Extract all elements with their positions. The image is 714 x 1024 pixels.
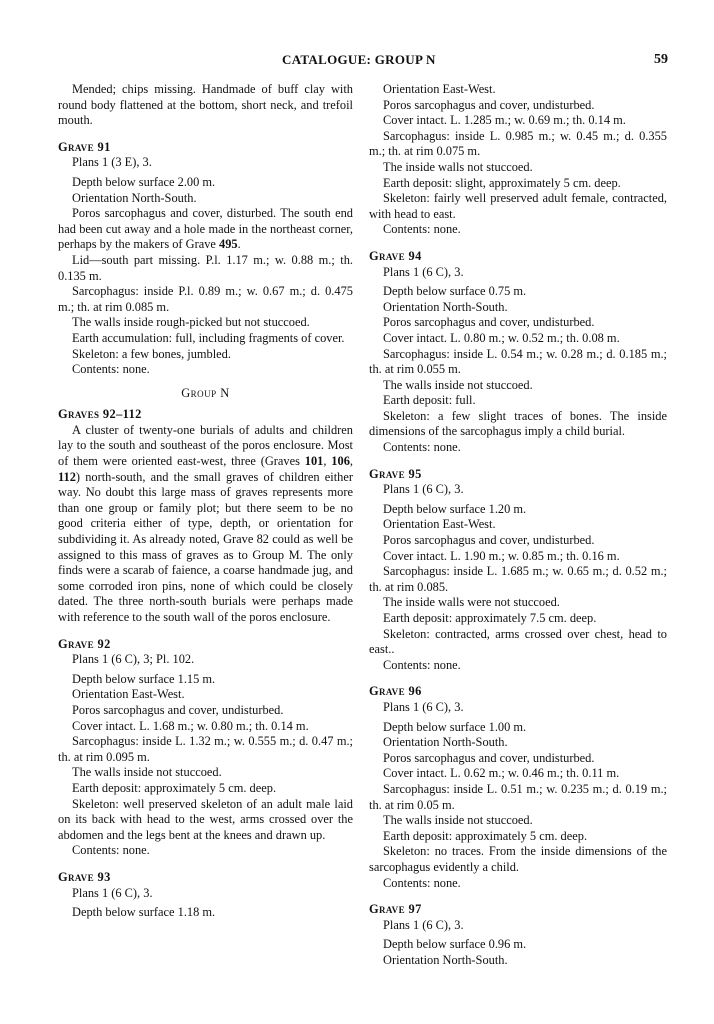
grave-heading: Grave 95: [369, 466, 422, 481]
skeleton: Skeleton: well preserved skeleton of an adult male laid on its back with head to the west, arms crossed over the abdomen and the legs bent at the knees and drawn up.: [58, 796, 353, 842]
plans-ref: Plans 1 (6 C), 3.: [383, 917, 464, 932]
plans-ref: Plans 1 (6 C), 3.: [383, 482, 464, 497]
description: Poros sarcophagus and cover, undisturbed.: [383, 97, 595, 112]
walls: The walls inside rough-picked but not stuccoed.: [72, 315, 310, 330]
plans-ref: Plans 1 (6 C), 3; Pl. 102.: [72, 652, 195, 667]
earth-deposit: Earth deposit: slight, approximately 5 cm. deep.: [383, 175, 621, 190]
page-number: 59: [654, 52, 668, 67]
grave-heading: Grave 91: [58, 139, 111, 154]
skeleton: Skeleton: a few slight traces of bones. The inside dimensions of the sarcophagus imply a child burial.: [369, 408, 667, 439]
sarcophagus: Sarcophagus: inside L. 0.54 m.; w. 0.28 m.; d. 0.185 m.; th. at rim 0.055 m.: [369, 346, 667, 377]
plans-ref: Plans 1 (6 C), 3.: [383, 264, 464, 279]
entry-graves-92-112: [58, 407, 353, 625]
earth-deposit: Earth deposit: approximately 5 cm. deep.: [72, 780, 277, 795]
earth-deposit: Earth deposit: full.: [383, 393, 476, 408]
depth: Depth below surface 0.75 m.: [383, 284, 527, 299]
sarcophagus: Sarcophagus: inside L. 1.685 m.; w. 0.65 m.; d. 0.52 m.; th. at rim 0.085.: [369, 564, 667, 594]
walls: The inside walls not stuccoed.: [383, 159, 533, 174]
grave-heading: Graves 92–112: [58, 407, 142, 422]
entry-grave-95: [369, 467, 667, 674]
description-text: Poros sarcophagus and cover, disturbed. The south end had been cut away and a hole made in the northeast corner, perhaps by the makers of Grave: [58, 206, 353, 252]
contents: Contents: none.: [383, 222, 461, 237]
group-title: Group N: [181, 385, 230, 400]
left-column: [58, 82, 353, 921]
depth: Depth below surface 2.00 m.: [72, 174, 216, 189]
orientation: Orientation North-South.: [383, 952, 508, 967]
grave-heading: Grave 96: [369, 684, 422, 699]
description: [58, 206, 353, 253]
entry-grave-93-continued: [369, 82, 667, 238]
skeleton: Skeleton: fairly well preserved adult female, contracted, with head to east.: [369, 191, 667, 221]
skeleton: Skeleton: no traces. From the inside dimensions of the sarcophagus evidently a child.: [369, 844, 667, 874]
cover: Cover intact. L. 0.62 m.; w. 0.46 m.; th. 0.11 m.: [383, 766, 620, 781]
orientation: Orientation East-West.: [383, 82, 496, 96]
depth: Depth below surface 0.96 m.: [383, 937, 527, 952]
walls: The walls inside not stuccoed.: [383, 813, 533, 828]
entry-grave-94: [369, 249, 667, 456]
description-text: A cluster of twenty-one burials of adults and children lay to the south and southeast of the poros enclosure. Most of them were oriented east-west, three (Graves: [58, 422, 353, 469]
entry-grave-96: [369, 684, 667, 891]
description-text: ) north-south, and the small graves of children either way. No doubt this large mass of graves represents more than one group or family plot; but there seem to be no good criteria either of type, depth, or orientation for subdividing it. As already noted, Grave 82 could as well be assigned to this mass of graves as to Group M. The only finds were a scarab of faience, a coarse handmade jug, and some corroded iron pins, none of which could be closely dated. The three north-south burials were perhaps made with reference to the south wall of the poros enclosure.: [58, 469, 353, 624]
cover: Cover intact. L. 0.80 m.; w. 0.52 m.; th. 0.08 m.: [383, 330, 620, 345]
orientation: Orientation North-South.: [383, 299, 508, 314]
grave-reference: 112: [58, 469, 76, 484]
grave-heading: Grave 94: [369, 248, 422, 263]
depth: Depth below surface 1.00 m.: [383, 719, 527, 734]
orientation: Orientation East-West.: [383, 517, 496, 532]
orientation: Orientation North-South.: [72, 190, 197, 205]
walls: The walls inside not stuccoed.: [383, 377, 533, 392]
running-title: CATALOGUE: GROUP N: [282, 52, 436, 67]
contents: Contents: none.: [72, 362, 150, 377]
plans-ref: Plans 1 (3 E), 3.: [72, 155, 152, 170]
depth: Depth below surface 1.15 m.: [72, 671, 216, 686]
description: Poros sarcophagus and cover, undisturbed.: [383, 533, 595, 548]
orientation: Orientation East-West.: [72, 687, 185, 702]
entry-grave-93: [58, 870, 353, 921]
sarcophagus: Sarcophagus: inside L. 0.985 m.; w. 0.45 m.; d. 0.355 m.; th. at rim 0.075 m.: [369, 128, 667, 159]
walls: The walls inside not stuccoed.: [72, 765, 222, 780]
walls: The inside walls were not stuccoed.: [383, 595, 560, 610]
right-column: [369, 82, 667, 968]
sarcophagus: Sarcophagus: inside L. 1.32 m.; w. 0.555 m.; d. 0.47 m.; th. at rim 0.095 m.: [58, 734, 353, 764]
entry-grave-97: [369, 902, 667, 968]
intro-paragraph: Mended; chips missing. Handmade of buff clay with round body flattened at the bottom, short neck, and trefoil mouth.: [58, 82, 353, 128]
group-description: [58, 423, 353, 626]
description: Poros sarcophagus and cover, undisturbed.: [383, 315, 595, 330]
separator: ,: [349, 454, 353, 469]
grave-heading: Grave 92: [58, 636, 111, 651]
grave-reference: 106: [331, 454, 350, 469]
orientation: Orientation North-South.: [383, 735, 508, 750]
plans-ref: Plans 1 (6 C), 3.: [72, 885, 153, 900]
description-end: .: [237, 237, 241, 252]
cover: Cover intact. L. 1.68 m.; w. 0.80 m.; th. 0.14 m.: [72, 718, 309, 733]
entry-grave-92: [58, 637, 353, 859]
description: Poros sarcophagus and cover, undisturbed.: [72, 702, 284, 717]
depth: Depth below surface 1.18 m.: [72, 905, 216, 920]
contents: Contents: none.: [383, 657, 461, 672]
page-header: [0, 52, 714, 72]
grave-reference: 495: [219, 237, 238, 252]
earth-deposit: Earth deposit: approximately 5 cm. deep.: [383, 828, 588, 843]
grave-reference: 101: [304, 454, 324, 469]
plans-ref: Plans 1 (6 C), 3.: [383, 699, 464, 714]
earth-deposit: Earth accumulation: full, including fragments of cover.: [72, 330, 345, 345]
entry-grave-91: [58, 140, 353, 378]
sarcophagus: Sarcophagus: inside L. 0.51 m.; w. 0.235 m.; d. 0.19 m.; th. at rim 0.05 m.: [369, 781, 667, 812]
sarcophagus: Sarcophagus: inside P.l. 0.89 m.; w. 0.67 m.; d. 0.475 m.; th. at rim 0.085 m.: [58, 284, 353, 314]
skeleton: Skeleton: a few bones, jumbled.: [72, 346, 231, 361]
earth-deposit: Earth deposit: approximately 7.5 cm. deep.: [383, 611, 597, 625]
contents: Contents: none.: [383, 875, 461, 890]
description: Poros sarcophagus and cover, undisturbed.: [383, 750, 595, 765]
contents: Contents: none.: [72, 843, 150, 858]
contents: Contents: none.: [383, 440, 461, 455]
separator: ,: [323, 454, 332, 469]
cover: Cover intact. L. 1.285 m.; w. 0.69 m.; th. 0.14 m.: [383, 113, 626, 128]
cover: Cover intact. L. 1.90 m.; w. 0.85 m.; th. 0.16 m.: [383, 548, 620, 563]
skeleton: Skeleton: contracted, arms crossed over chest, head to east..: [369, 626, 667, 657]
grave-heading: Grave 93: [58, 869, 111, 884]
depth: Depth below surface 1.20 m.: [383, 501, 527, 516]
lid: Lid—south part missing. P.l. 1.17 m.; w. 0.88 m.; th. 0.135 m.: [58, 252, 353, 283]
grave-heading: Grave 97: [369, 902, 422, 917]
